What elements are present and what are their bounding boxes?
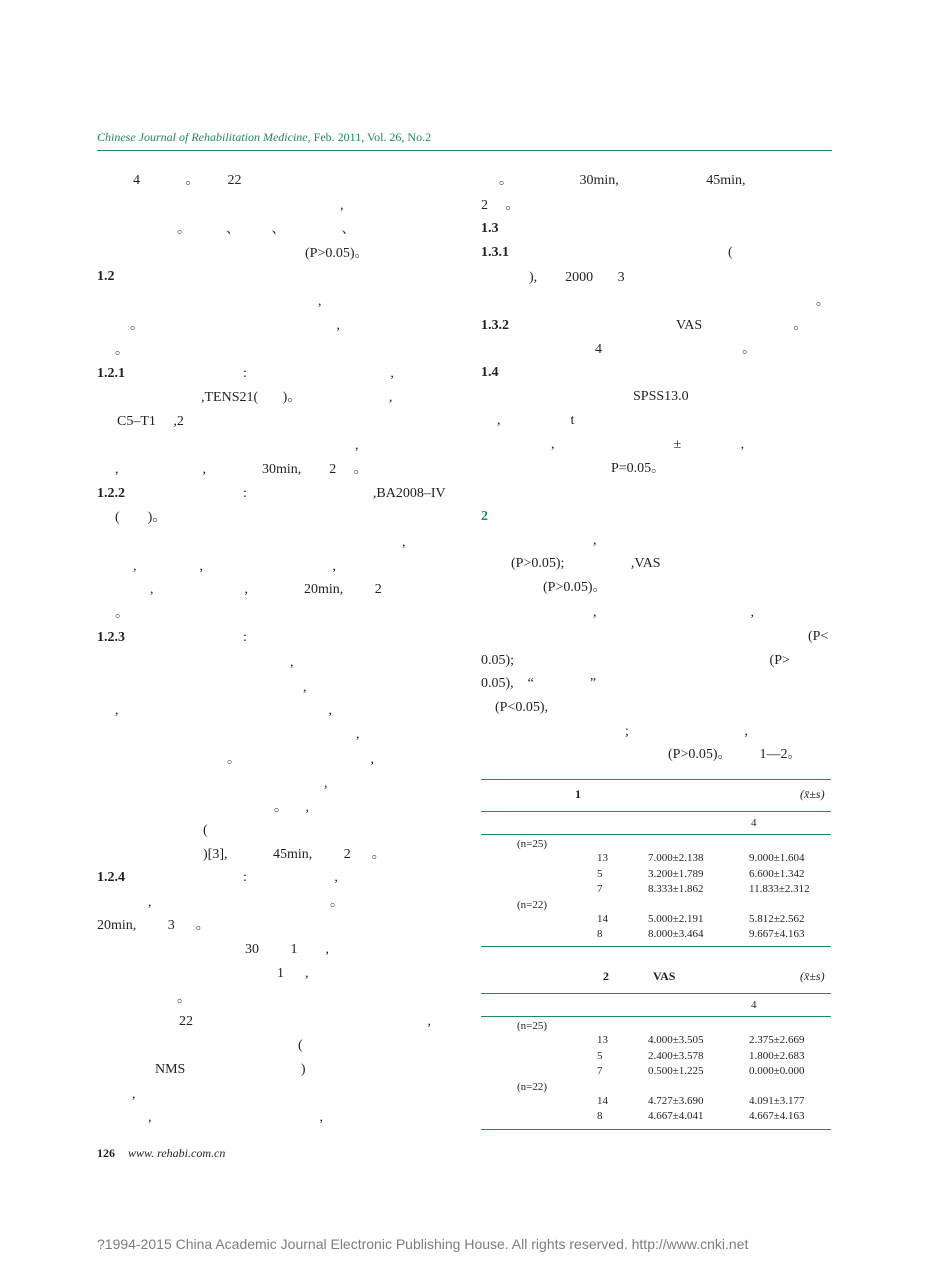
right-column-text-line: 1.3.2 (481, 318, 509, 333)
right-column-text-line: 1.3.1 (481, 245, 509, 260)
baseline-value-cell: 3.200±1.789 (648, 867, 704, 880)
header-rule (97, 150, 832, 151)
right-column-text-line: (P>0.05)。 (543, 580, 607, 595)
right-column-text-line: (P<0.05), (495, 700, 549, 715)
website-link[interactable]: www. rehabi.com.cn (128, 1146, 226, 1160)
left-column-text-line: 。 (177, 991, 191, 1006)
right-column-text-line: , t (497, 413, 575, 428)
baseline-value-cell: 4.000±3.505 (648, 1034, 704, 1046)
left-column-text-line: , (303, 680, 307, 695)
baseline-value-cell: 7.000±2.138 (648, 852, 704, 864)
running-header (97, 130, 431, 145)
baseline-value-cell: 4.667±4.041 (648, 1110, 704, 1122)
left-column-text-line: , (132, 1087, 136, 1102)
table-2-name: VAS (653, 969, 676, 983)
left-column-text-line: 。 , (227, 752, 374, 767)
group-label: (n=25) (517, 838, 548, 850)
week4-value-cell: 9.667±4.163 (749, 928, 805, 940)
table-2-number: 2 (603, 969, 609, 983)
table-2-bottom-rule (481, 1129, 831, 1130)
right-column-text-line: 1.3 (481, 221, 499, 236)
table-1-unit: (x̄±s) (800, 787, 825, 801)
copyright-notice: ?1994-2015 China Academic Journal Electronic Publishing House. All rights reserved. http://www.cnki.net (97, 1236, 749, 1252)
left-column-text-line: 1.2.4 (97, 870, 125, 885)
left-column-text-line: , , (115, 703, 332, 718)
sample-count-cell: 13 (597, 852, 608, 864)
left-column-text-line: : , (243, 870, 338, 885)
left-column-text-line: : , (243, 366, 394, 381)
right-column-text-line: 0.05); (P> (481, 653, 790, 668)
left-column-text-line: 1.2.2 (97, 486, 125, 501)
group-label: (n=22) (517, 1080, 548, 1093)
page-number: 126 (97, 1146, 115, 1160)
left-column-text-line: 1 , (277, 966, 309, 981)
left-column-text-line: C5–T1 ,2 (117, 414, 184, 429)
issue-info: Feb. 2011, Vol. 26, No.2 (313, 130, 432, 144)
left-column-text-line: , (340, 198, 344, 213)
right-column-text-line: VAS 。 (676, 318, 808, 333)
group-label: (n=25) (517, 1020, 548, 1032)
right-column-text-line: , ± , (551, 437, 745, 452)
right-column-text-line: ), 2000 3 (529, 270, 625, 285)
left-column-text-line: 20min, 3 。 (97, 918, 210, 933)
left-column-text-line: 1.2.1 (97, 366, 125, 381)
week4-value-cell: 11.833±2.312 (749, 883, 810, 895)
baseline-value-cell: 0.500±1.225 (648, 1065, 704, 1077)
right-column-text-line: 2 。 (481, 198, 520, 213)
left-column-text-line: 。 , (130, 318, 340, 333)
sample-count-cell: 13 (597, 1034, 608, 1046)
table-1-top-rule (481, 779, 831, 780)
right-column-text-line: ( (728, 245, 733, 260)
right-column-text-line: 。 30min, 45min, (499, 173, 746, 188)
week4-value-cell: 5.812±2.562 (749, 912, 805, 925)
left-column-text-line: (P>0.05)。 (305, 246, 369, 261)
left-column-text-line: , (402, 535, 406, 550)
week4-value-cell: 9.000±1.604 (749, 852, 805, 864)
left-column-text-line: , (356, 727, 360, 742)
left-column-text-line: 。 、 、 、 (177, 222, 356, 237)
left-column-text-line: , (324, 776, 328, 791)
right-column-text-line: , (593, 533, 597, 548)
week4-value-cell: 1.800±2.683 (749, 1049, 805, 1062)
sample-count-cell: 8 (597, 928, 603, 940)
left-column-text-line: 1.2 (97, 269, 115, 284)
sample-count-cell: 7 (597, 883, 603, 895)
left-column-text-line: , (355, 438, 359, 453)
week4-value-cell: 6.600±1.342 (749, 867, 805, 880)
left-column-text-line: 1.2.3 (97, 630, 125, 645)
sample-count-cell: 5 (597, 867, 603, 880)
week4-value-cell: 2.375±2.669 (749, 1034, 805, 1046)
left-column-text-line: ,TENS21( )。 , (201, 390, 393, 405)
left-column-text-line: ( (203, 823, 208, 838)
right-column-text-line: 2 (481, 509, 488, 524)
left-column-text-line: , (290, 655, 294, 670)
right-column-text-line: 1.4 (481, 365, 499, 380)
left-column-text-line: : (243, 630, 247, 645)
left-column-text-line: : ,BA2008–IV (243, 486, 446, 501)
left-column-text-line: , , , (133, 559, 336, 574)
table-1-number: 1 (575, 787, 581, 801)
sample-count-cell: 14 (597, 1094, 608, 1107)
left-column-text-line: , , 30min, 2 。 (115, 462, 368, 477)
right-column-text-line: (P>0.05); ,VAS (511, 556, 661, 571)
left-column-text-line: ( (298, 1038, 303, 1053)
baseline-value-cell: 8.000±3.464 (648, 928, 704, 940)
table-2-col-head: 4 (751, 999, 757, 1011)
left-column-text-line: )[3], 45min, 2 。 (203, 847, 386, 862)
week4-value-cell: 0.000±0.000 (749, 1065, 805, 1077)
sample-count-cell: 14 (597, 912, 608, 925)
left-column-text-line: 22 , (179, 1014, 431, 1029)
week4-value-cell: 4.091±3.177 (749, 1094, 805, 1107)
week4-value-cell: 4.667±4.163 (749, 1110, 805, 1122)
table-2-top-rule (481, 993, 831, 994)
right-column-text-line: ; , (625, 724, 748, 739)
left-column-text-line: 30 1 , (245, 942, 329, 957)
right-column-text-line: 0.05), “ ” (481, 676, 597, 691)
table-2-rule-2 (481, 1016, 831, 1017)
left-column-text-line: 。 , (274, 800, 309, 815)
table-1-rule-2 (481, 811, 831, 812)
right-column-text-line: , , (593, 605, 754, 620)
right-column-text-line: SPSS13.0 (633, 389, 689, 404)
page-footer (97, 1146, 225, 1161)
sample-count-cell: 8 (597, 1110, 603, 1122)
group-label: (n=22) (517, 898, 548, 911)
baseline-value-cell: 5.000±2.191 (648, 912, 704, 925)
right-column-text-line: 4 。 (595, 342, 756, 357)
left-column-text-line: ( )。 (115, 510, 167, 525)
baseline-value-cell: 2.400±3.578 (648, 1049, 704, 1062)
table-1-bottom-rule (481, 946, 831, 947)
baseline-value-cell: 4.727±3.690 (648, 1094, 704, 1107)
right-column-text-line: (P< (808, 629, 829, 644)
left-column-text-line: , 。 (148, 895, 344, 910)
left-column-text-line: NMS ) (155, 1062, 306, 1077)
journal-title: Chinese Journal of Rehabilitation Medicine, (97, 130, 311, 144)
left-column-text-line: , (318, 294, 322, 309)
baseline-value-cell: 8.333±1.862 (648, 883, 704, 895)
table-1-col-head: 4 (751, 817, 757, 829)
left-column-text-line: 。 (115, 606, 129, 621)
table-1-rule-3 (481, 834, 831, 835)
right-column-text-line: (P>0.05)。 1—2。 (668, 747, 802, 762)
right-column-text-line: P=0.05。 (611, 461, 666, 476)
right-column-text-line: 。 (816, 294, 830, 309)
left-column-text-line: 。 (115, 343, 129, 358)
left-column-text-line: 4 。 22 (133, 173, 242, 188)
sample-count-cell: 5 (597, 1049, 603, 1062)
left-column-text-line: , , (148, 1110, 323, 1125)
table-2-unit: (x̄±s) (800, 969, 825, 983)
sample-count-cell: 7 (597, 1065, 603, 1077)
left-column-text-line: , , 20min, 2 (150, 582, 382, 597)
